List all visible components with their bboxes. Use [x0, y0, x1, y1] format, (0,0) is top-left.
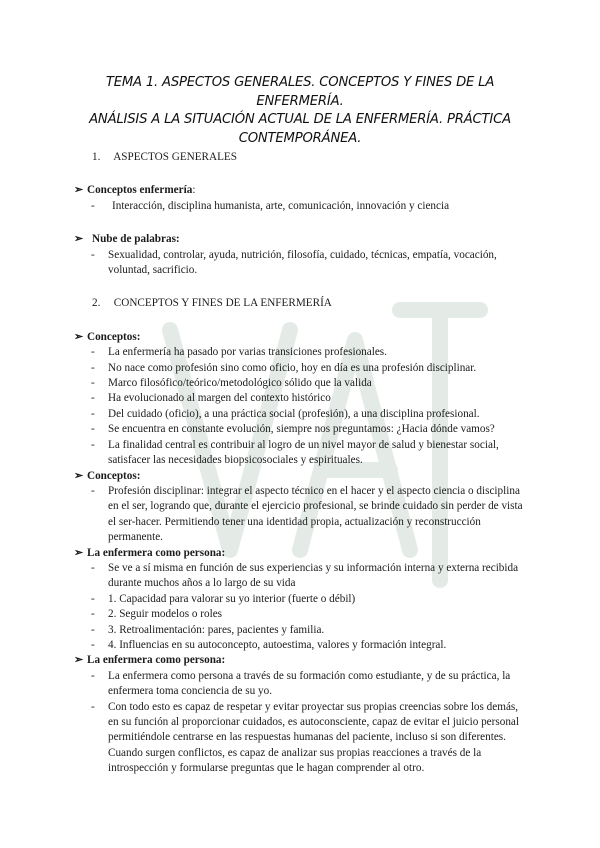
bullet-heading-enfermera-como-persona-2 [74, 653, 530, 668]
dash-bullet: - [91, 484, 95, 497]
list-item-text: Profesión disciplinar: integrar el aspecto técnico en el hacer y el aspecto ciencia o disciplina en el ser, logrando que, durante el ejercicio profesional, se brinde cuidado sin perder de vista el ser-hacer. Permitiendo tener una identidad propia, actualización y reconstrucción permanente. [108, 484, 523, 544]
arrow-bullet-icon: ➢ [74, 233, 84, 246]
dash-bullet: - [91, 392, 95, 405]
list-item-text: 1. Capacidad para valorar su yo interior (fuerte o débil) [108, 592, 356, 605]
dash-bullet: - [91, 561, 95, 574]
section-number: 1. [92, 151, 101, 163]
list-conceptos [74, 345, 530, 468]
list-item [74, 361, 530, 376]
document-body [74, 150, 530, 777]
heading-colon: : [192, 184, 196, 197]
list-item-text: Interacción, disciplina humanista, arte, comunicación, innovación y ciencia [112, 199, 450, 212]
title-line-3: CONTEMPORÁNEA. [238, 130, 362, 146]
dash-bullet: - [91, 623, 95, 636]
list-item-text: Sexualidad, controlar, ayuda, nutrición, filosofía, cuidado, técnicas, empatía, vocación, voluntad, sacrificio. [108, 248, 497, 277]
dash-bullet: - [91, 346, 95, 359]
list-item [74, 248, 530, 279]
arrow-bullet-icon: ➢ [74, 184, 84, 197]
list-item [74, 391, 530, 406]
list-enfermera-como-persona-2 [74, 669, 530, 777]
list-item [74, 422, 530, 437]
list-item [74, 376, 530, 391]
section-number: 2. [92, 297, 101, 310]
list-conceptos-enfermeria [74, 199, 530, 214]
dash-bullet: - [91, 608, 95, 621]
bullet-heading-conceptos [74, 330, 530, 345]
bullet-heading-enfermera-como-persona [74, 546, 530, 561]
dash-bullet: - [91, 592, 95, 605]
list-item [74, 345, 530, 360]
dash-bullet: - [91, 199, 95, 212]
list-item-text: La finalidad central es contribuir al logro de un nivel mayor de salud y bienestar social, satisfacer las necesidades biopsicosociales y espirituales. [108, 438, 499, 467]
list-item-text: La enfermera como persona a través de su formación como estudiante, y de su práctica, la enfermera toma conciencia de su yo. [108, 669, 511, 698]
arrow-bullet-icon: ➢ [74, 546, 84, 559]
dash-bullet: - [91, 438, 95, 451]
arrow-bullet-icon: ➢ [74, 469, 84, 482]
heading-text: La enfermera como persona: [87, 654, 226, 667]
heading-text: Conceptos enfermería [87, 184, 193, 197]
heading-text: La enfermera como persona: [87, 546, 226, 559]
list-item [74, 407, 530, 422]
bullet-heading-conceptos-enfermeria [74, 183, 530, 198]
heading-text: Conceptos: [87, 469, 141, 482]
list-item [74, 438, 530, 469]
section-heading-2 [92, 296, 530, 311]
list-item [74, 623, 530, 638]
heading-text: Conceptos: [87, 330, 141, 343]
list-item-text: Se ve a sí misma en función de sus experiencias y su información interna y externa recibida durante muchos años a lo largo de su vida [108, 561, 519, 590]
list-item [74, 561, 530, 592]
section-title: CONCEPTOS Y FINES DE LA ENFERMERÍA [113, 297, 332, 310]
list-item [74, 669, 530, 700]
list-nube-de-palabras [74, 248, 530, 279]
list-item [74, 592, 530, 607]
list-item-text: Ha evolucionado al margen del contexto histórico [108, 392, 331, 405]
list-item-text: Se encuentra en constante evolución, siempre nos preguntamos: ¿Hacia dónde vamos? [108, 423, 495, 436]
document-title [70, 74, 530, 148]
list-item [74, 700, 530, 777]
section-title: ASPECTOS GENERALES [113, 151, 237, 163]
title-line-1: TEMA 1. ASPECTOS GENERALES. CONCEPTOS Y FINES DE LA ENFERMERÍA. [105, 75, 495, 109]
list-item [74, 199, 530, 214]
arrow-bullet-icon: ➢ [74, 330, 84, 343]
list-item-text: Marco filosófico/teórico/metodológico sólido que la valida [108, 377, 372, 390]
bullet-heading-nube-de-palabras [74, 232, 530, 247]
arrow-bullet-icon: ➢ [74, 654, 84, 667]
list-item-text: La enfermería ha pasado por varias transiciones profesionales. [108, 346, 387, 359]
list-item [74, 607, 530, 622]
list-item-text: No nace como profesión sino como oficio, hoy en día es una profesión disciplinar. [108, 361, 477, 374]
heading-text: Nube de palabras: [92, 233, 180, 246]
list-enfermera-como-persona [74, 561, 530, 653]
section-heading-1 [92, 150, 530, 165]
list-conceptos-2 [74, 484, 530, 546]
dash-bullet: - [91, 669, 95, 682]
list-item-text: 3. Retroalimentación: pares, pacientes y familia. [108, 623, 325, 636]
dash-bullet: - [91, 407, 95, 420]
dash-bullet: - [91, 638, 95, 651]
dash-bullet: - [91, 700, 95, 713]
list-item [74, 638, 530, 653]
bullet-heading-conceptos-2 [74, 469, 530, 484]
list-item-text: Con todo esto es capaz de respetar y evitar proyectar sus propias creencias sobre los demás, en su función al proporcionar cuidados, es autoconsciente, capaz de evitar el juicio personal permitiéndole centrarse en las respuestas humanas del paciente, incluso si son diferentes. Cuando surgen conflictos, es capaz de analizar sus propias reacciones a través de la introspección y formularse preguntas que le hagan comprender al otro. [108, 700, 519, 775]
list-item-text: 2. Seguir modelos o roles [108, 608, 223, 621]
list-item-text: Del cuidado (oficio), a una práctica social (profesión), a una disciplina profesional. [108, 407, 480, 420]
dash-bullet: - [91, 423, 95, 436]
dash-bullet: - [91, 361, 95, 374]
dash-bullet: - [91, 377, 95, 390]
list-item-text: 4. Influencias en su autoconcepto, autoestima, valores y formación integral. [108, 638, 447, 651]
dash-bullet: - [91, 248, 95, 261]
title-line-2: ANÁLISIS A LA SITUACIÓN ACTUAL DE LA ENFERMERÍA. PRÁCTICA [89, 112, 511, 127]
list-item [74, 484, 530, 546]
